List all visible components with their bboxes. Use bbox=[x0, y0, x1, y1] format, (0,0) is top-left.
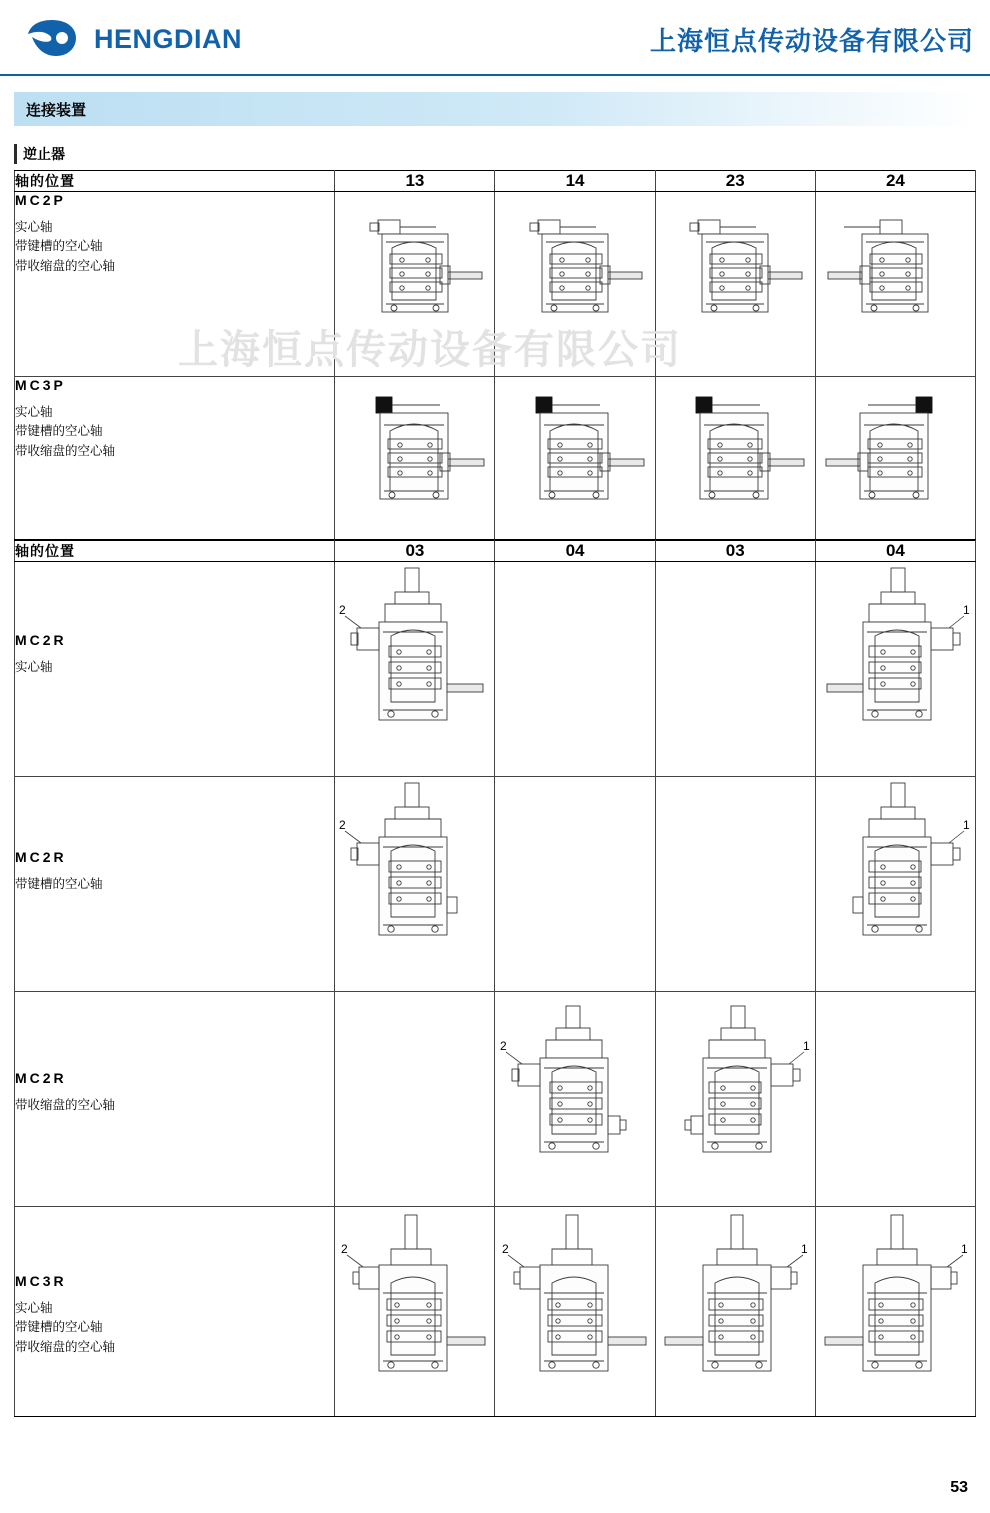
drawing-cell-mc3p-23 bbox=[655, 377, 815, 540]
section-title: 连接装置 bbox=[26, 101, 87, 119]
model-name: MC3P bbox=[15, 377, 66, 393]
model-sub-0: 带收缩盘的空心轴 bbox=[15, 1098, 116, 1112]
header-shaft-position: 轴的位置 bbox=[15, 171, 335, 192]
header-position-04-b: 04 bbox=[815, 541, 975, 562]
drawing-cell-mc2r-shrink-04a bbox=[495, 992, 655, 1207]
header-position-03-b: 03 bbox=[655, 541, 815, 562]
drawing-cell-mc3p-14 bbox=[495, 377, 655, 540]
table-row bbox=[15, 1207, 976, 1417]
model-sub-0: 实心轴 bbox=[15, 405, 53, 419]
table-row bbox=[15, 377, 976, 540]
subsection-title: 逆止器 bbox=[14, 144, 990, 164]
drawing-cell-mc2p-14 bbox=[495, 192, 655, 377]
svg-text:2: 2 bbox=[339, 818, 347, 832]
header-position-03-a: 03 bbox=[335, 541, 495, 562]
svg-text:1: 1 bbox=[802, 1039, 810, 1053]
model-sub-2: 带收缩盘的空心轴 bbox=[15, 443, 116, 458]
drawing-cell-mc3p-24 bbox=[815, 377, 975, 540]
shaft-position-table-p bbox=[14, 170, 976, 540]
model-sub-2: 带收缩盘的空心轴 bbox=[15, 258, 116, 273]
drawing-cell-mc2r-shrink-03b bbox=[655, 992, 815, 1207]
drawing-cell-mc2r-keyed-03 bbox=[335, 777, 495, 992]
drawing-cell-mc3r-03b bbox=[655, 1207, 815, 1417]
svg-text:2: 2 bbox=[499, 1039, 507, 1053]
svg-text:1: 1 bbox=[962, 818, 970, 832]
header-position-24: 24 bbox=[815, 171, 975, 192]
drawing-cell-mc2r-solid-03b bbox=[655, 562, 815, 777]
row-label-mc2r-solid bbox=[15, 562, 335, 777]
drawing-cell-mc2r-keyed-04a bbox=[495, 777, 655, 992]
drawing-cell-mc2r-keyed-04b bbox=[815, 777, 975, 992]
row-label-mc3r bbox=[15, 1207, 335, 1417]
drawing-cell-mc2p-23 bbox=[655, 192, 815, 377]
model-sub-2: 带收缩盘的空心轴 bbox=[15, 1339, 116, 1354]
header-position-14: 14 bbox=[495, 171, 655, 192]
section-title-bar bbox=[14, 92, 976, 126]
drawing-cell-mc2p-24 bbox=[815, 192, 975, 377]
drawing-cell-mc2r-shrink-04b bbox=[815, 992, 975, 1207]
row-label-mc2r-keyed bbox=[15, 777, 335, 992]
model-sub-0: 实心轴 bbox=[15, 660, 53, 674]
table-header-row bbox=[15, 541, 976, 562]
svg-text:1: 1 bbox=[960, 1242, 968, 1256]
svg-text:2: 2 bbox=[341, 1242, 349, 1256]
page-header bbox=[0, 0, 990, 76]
drawing-cell-mc2r-solid-04a bbox=[495, 562, 655, 777]
table-row bbox=[15, 777, 976, 992]
model-name: MC2R bbox=[15, 1070, 67, 1086]
row-label-mc3p bbox=[15, 377, 335, 540]
shaft-position-table-r bbox=[14, 540, 976, 1417]
company-name: 上海恒点传动设备有限公司 bbox=[649, 25, 974, 56]
page-number: 53 bbox=[950, 1479, 968, 1496]
drawing-cell-mc2r-solid-04b bbox=[815, 562, 975, 777]
drawing-cell-mc2r-solid-03 bbox=[335, 562, 495, 777]
table-row bbox=[15, 192, 976, 377]
svg-text:1: 1 bbox=[962, 603, 970, 617]
table-header-row bbox=[15, 171, 976, 192]
drawing-cell-mc2p-13 bbox=[335, 192, 495, 377]
row-label-mc2r-shrink bbox=[15, 992, 335, 1207]
drawing-cell-mc2r-keyed-03b bbox=[655, 777, 815, 992]
header-shaft-position: 轴的位置 bbox=[15, 541, 335, 562]
model-sub-0: 实心轴 bbox=[15, 1301, 53, 1315]
drawing-cell-mc3r-03a bbox=[335, 1207, 495, 1417]
drawing-cell-mc2r-shrink-03a bbox=[335, 992, 495, 1207]
drawing-cell-mc3r-04a bbox=[495, 1207, 655, 1417]
model-name: MC3R bbox=[15, 1273, 67, 1289]
brand-block bbox=[22, 14, 242, 64]
table-row bbox=[15, 562, 976, 777]
model-sub-0: 带键槽的空心轴 bbox=[15, 877, 103, 891]
model-sub-1: 带键槽的空心轴 bbox=[15, 1320, 103, 1335]
model-sub-1: 带键槽的空心轴 bbox=[15, 424, 103, 439]
svg-text:1: 1 bbox=[800, 1242, 808, 1256]
svg-text:2: 2 bbox=[501, 1242, 509, 1256]
table-row bbox=[15, 992, 976, 1207]
drawing-cell-mc3p-13 bbox=[335, 377, 495, 540]
header-position-13: 13 bbox=[335, 171, 495, 192]
fan-logo-icon bbox=[22, 14, 80, 64]
header-position-04-a: 04 bbox=[495, 541, 655, 562]
svg-text:2: 2 bbox=[339, 603, 347, 617]
watermark-text: 上海恒点传动设备有限公司 bbox=[178, 328, 682, 372]
model-sub-0: 实心轴 bbox=[15, 220, 53, 234]
header-position-23: 23 bbox=[655, 171, 815, 192]
drawing-cell-mc3r-04b bbox=[815, 1207, 975, 1417]
model-name: MC2R bbox=[15, 632, 67, 648]
model-name: MC2P bbox=[15, 192, 66, 208]
row-label-mc2p bbox=[15, 192, 335, 377]
model-name: MC2R bbox=[15, 849, 67, 865]
model-sub-1: 带键槽的空心轴 bbox=[15, 239, 103, 254]
brand-name: HENGDIAN bbox=[94, 23, 243, 54]
